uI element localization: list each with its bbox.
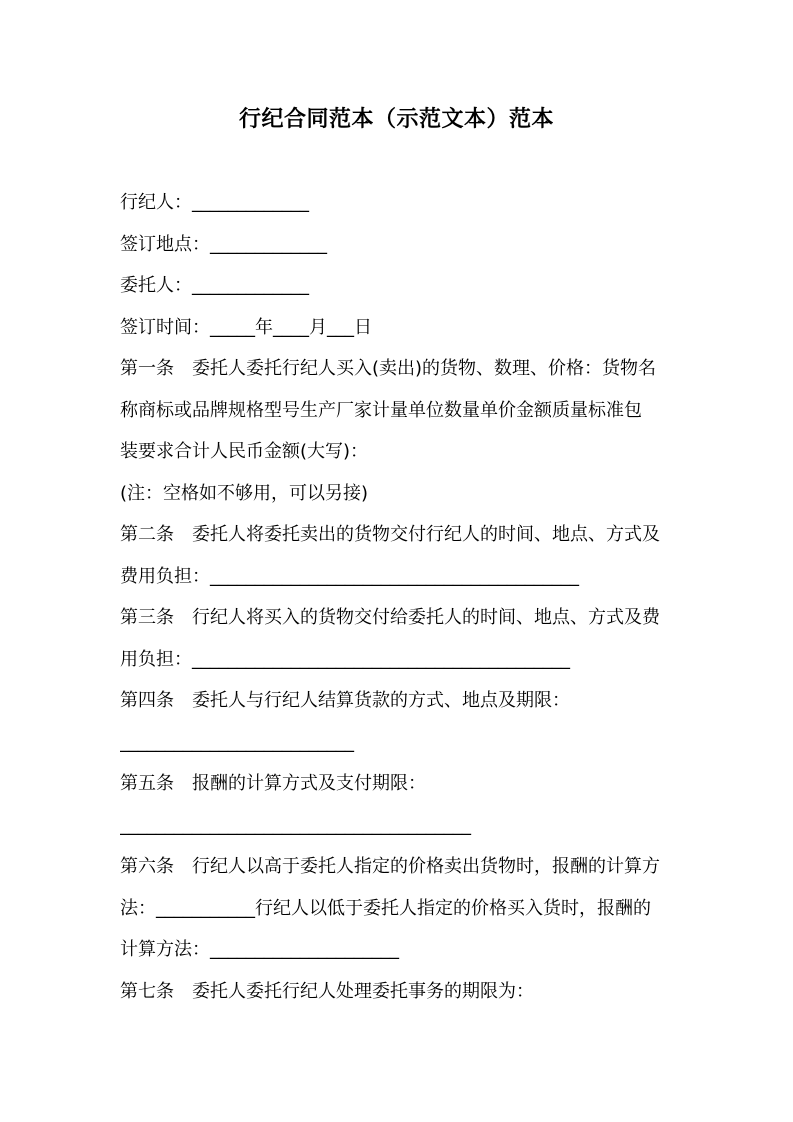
article-4-line-1: 第四条 委托人与行纪人结算货款的方式、地点及期限： xyxy=(120,690,570,711)
article-1-line-1: 第一条 委托人委托行纪人买入(卖出)的货物、数理、价格：货物名 xyxy=(120,358,657,379)
article-6-line-1: 第六条 行纪人以高于委托人指定的价格卖出货物时，报酬的计算方 xyxy=(120,856,660,877)
article-4-line-2: __________________________ xyxy=(120,731,354,753)
field-agent: 行纪人：_____________ xyxy=(120,192,309,213)
article-6-line-3: 计算方法：_____________________ xyxy=(120,939,399,960)
document-title: 行纪合同范本（示范文本）范本 xyxy=(238,107,554,132)
article-7-line-1: 第七条 委托人委托行纪人处理委托事务的期限为： xyxy=(120,980,534,1002)
article-1-line-3: 装要求合计人民币金额(大写)： xyxy=(120,441,369,462)
article-5-line-1: 第五条 报酬的计算方式及支付期限： xyxy=(120,773,426,794)
field-principal: 委托人：_____________ xyxy=(120,275,309,296)
document-body xyxy=(120,182,680,1012)
article-3-line-1: 第三条 行纪人将买入的货物交付给委托人的时间、地点、方式及费 xyxy=(120,607,660,628)
article-2-line-1: 第二条 委托人将委托卖出的货物交付行纪人的时间、地点、方式及 xyxy=(120,524,660,545)
article-3-line-2: 用负担：__________________________________________ xyxy=(120,648,570,670)
article-2-line-2: 费用负担：_________________________________________ xyxy=(120,565,579,587)
article-1-note: (注：空格如不够用，可以另接) xyxy=(120,482,369,504)
article-6-line-2: 法：___________行纪人以低于委托人指定的价格买入货时，报酬的 xyxy=(120,897,651,919)
field-signing-date: 签订时间：_____年____月___日 xyxy=(120,316,372,338)
field-signing-place: 签订地点：_____________ xyxy=(120,233,327,255)
article-5-line-2: _______________________________________ xyxy=(120,814,471,836)
article-1-line-2: 称商标或品牌规格型号生产厂家计量单位数量单价金额质量标准包 xyxy=(120,399,642,421)
